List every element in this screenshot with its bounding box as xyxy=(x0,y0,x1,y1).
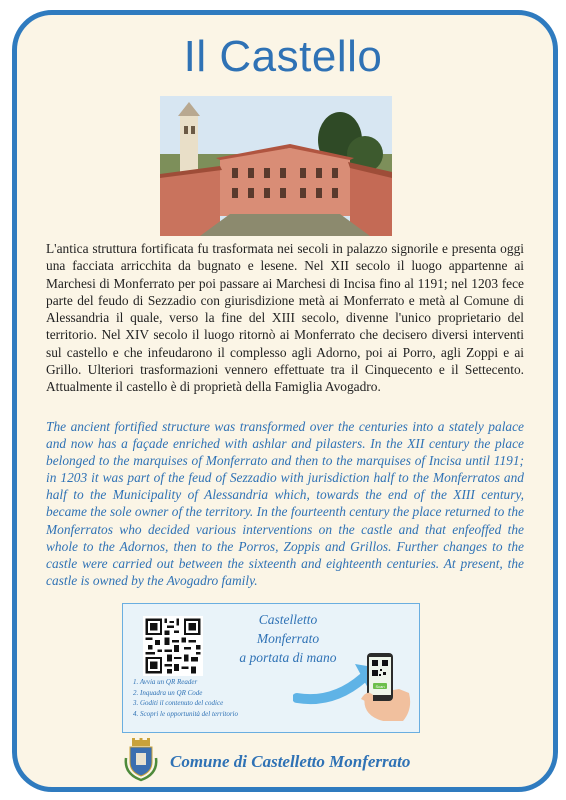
italian-description: L'antica struttura fortificata fu trasformata nei secoli in palazzo signorile e presenta oggi una facciata arricchita da bugnato e lesene. Nel XII secolo il luogo appartenne ai Marchesi di Monferrato per poi passare ai Marchesi di Incisa fino al 1191; nel 1203 fece parte del feudo di Sezzadio con giurisdizione metà ai Monferrato e metà al Comune di Alessandria il quale, verso la fine del XIII secolo, divenne l'unico proprietario del territorio. Nel XIV secolo il luogo ritornò ai Monferrato che decisero diversi interventi sul castello e che infeudarono il complesso agli Adorno, poi ai Porro, agli Zoppi e ai Grillo. Ulteriori trasformazioni vennero effettuate tra il Cinquecento e il Settecento. Attualmente il castello è di proprietà della Famiglia Avogadro. xyxy=(46,241,524,395)
list-item: 1. Avvia un QR Reader xyxy=(133,678,198,686)
qr-steps-list xyxy=(133,677,238,719)
list-item: 3. Goditi il contenuto del codice xyxy=(133,699,224,707)
english-description: The ancient fortified structure was transformed over the centuries into a stately palace and now has a façade enriched with ashlar and pilasters. In the XII century the place belonged to the marquises of Monferrato and then to the marquises of Incisa until 1191; in 1203 it was part of the feud of Sezzadio with jurisdiction half to the Monferratos and half to the Municipality of Alessandria which, towards the end of the XIII century, became the sole owner of the territory. In the fourteenth century the place returned to the Monferratos who decided various interventions on the castle and that enfeoffed the whole to the Adornos, then to the Porros, Zoppis and Grillos. Further changes to the castle were carried out between the sixteenth and eighteenth centuries. At present, the castle is owned by the Avogadro family. xyxy=(46,419,524,588)
list-item: 2. Inquadra un QR Code xyxy=(133,688,203,697)
qr-info-panel xyxy=(122,603,420,733)
phone-button-label: Scan xyxy=(375,684,385,689)
slogan-line: Monferrato xyxy=(256,631,320,646)
page-title: Il Castello xyxy=(183,32,383,81)
slogan-line: a portata di mano xyxy=(239,650,337,665)
phone-scan-icon xyxy=(359,649,415,728)
castle-photo xyxy=(160,96,392,236)
qr-code[interactable] xyxy=(143,616,203,676)
list-item: 4. Scopri le opportunità del territorio xyxy=(133,709,238,718)
municipal-crest-icon xyxy=(124,738,158,787)
slogan-line: Castelletto xyxy=(258,612,318,627)
municipality-name: Comune di Castelletto Monferrato xyxy=(170,752,411,771)
